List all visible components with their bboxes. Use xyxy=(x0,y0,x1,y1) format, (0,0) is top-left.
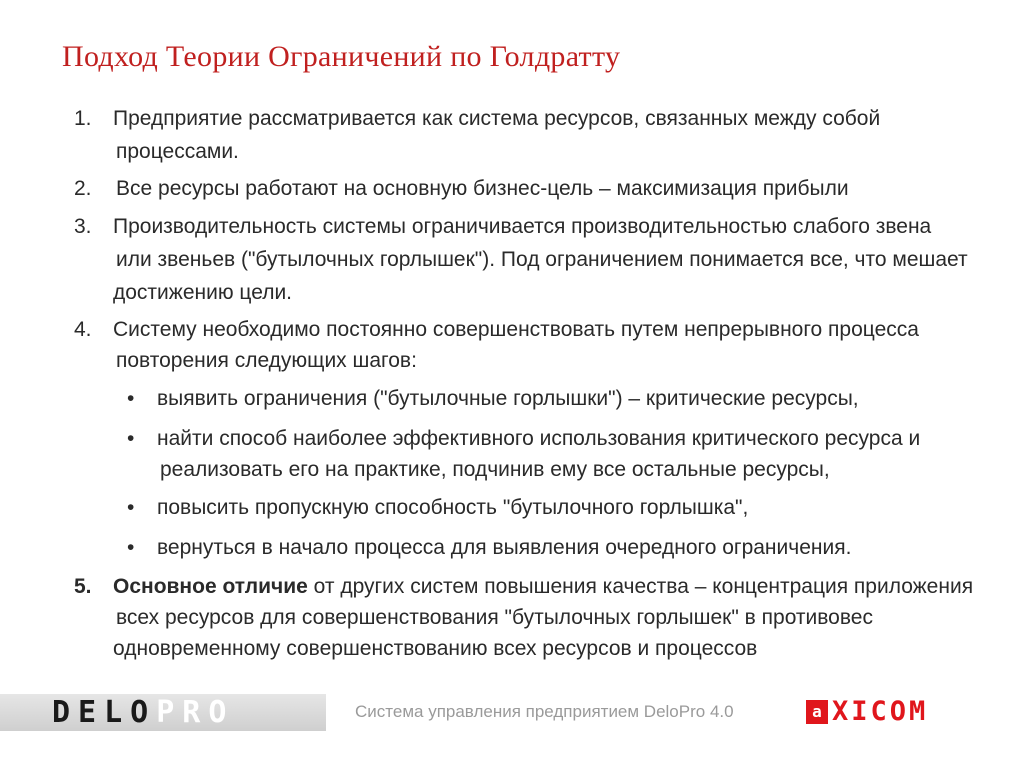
xicom-logo xyxy=(806,696,929,727)
item-line xyxy=(113,574,973,600)
item-bold-lead: Основное отличие xyxy=(113,575,308,598)
item-number: 3. xyxy=(74,215,92,238)
item-number: 5. xyxy=(74,575,92,598)
bullet-line: реализовать его на практике, подчинив ему все остальные ресурсы, xyxy=(160,458,830,481)
item-line: Систему необходимо постоянно совершенствовать путем непрерывного процесса xyxy=(113,318,919,341)
item-number: 1. xyxy=(74,107,92,130)
item-line: Производительность системы ограничивается производительностью слабого звена xyxy=(113,215,932,238)
logo-part-light: PRO xyxy=(156,695,235,730)
item-line: Все ресурсы работают на основную бизнес-цель – максимизация прибыли xyxy=(116,177,849,200)
bullet-marker: • xyxy=(127,496,135,519)
bullet-line: выявить ограничения ("бутылочные горлышки") – критические ресурсы, xyxy=(157,387,859,410)
delopro-logo xyxy=(52,695,235,730)
bullet-line: найти способ наиболее эффективного использования критического ресурса и xyxy=(157,427,921,450)
bullet-line: вернуться в начало процесса для выявления очередного ограничения. xyxy=(157,536,852,559)
bullet-marker: • xyxy=(127,387,135,410)
item-line: повторения следующих шагов: xyxy=(116,349,417,372)
item-number: 4. xyxy=(74,318,92,341)
slide-title: Подход Теории Ограничений по Голдратту xyxy=(62,40,621,73)
item-number: 2. xyxy=(74,177,92,200)
footer-caption: Система управления предприятием DeloPro 4.0 xyxy=(355,702,734,721)
bullet-marker: • xyxy=(127,427,135,450)
item-line: или звеньев ("бутылочных горлышек"). Под ограничением понимается все, что мешает xyxy=(116,248,968,271)
item-line: одновременному совершенствованию всех ресурсов и процессов xyxy=(113,637,758,660)
item-line: всех ресурсов для совершенствования "бутылочных горлышек" в противовес xyxy=(116,606,873,629)
item-line-rest: от других систем повышения качества – концентрация приложения xyxy=(307,575,974,598)
bullet-line: повысить пропускную способность "бутылочного горлышка", xyxy=(157,496,749,519)
item-line: Предприятие рассматривается как система ресурсов, связанных между собой xyxy=(113,107,881,130)
item-line: достижению цели. xyxy=(113,281,293,304)
xicom-logo-text: XICOM xyxy=(832,696,929,727)
xicom-logo-box: a xyxy=(806,700,828,724)
item-line: процессами. xyxy=(116,140,239,163)
bullet-marker: • xyxy=(127,536,135,559)
logo-part-dark: DELO xyxy=(52,695,157,730)
